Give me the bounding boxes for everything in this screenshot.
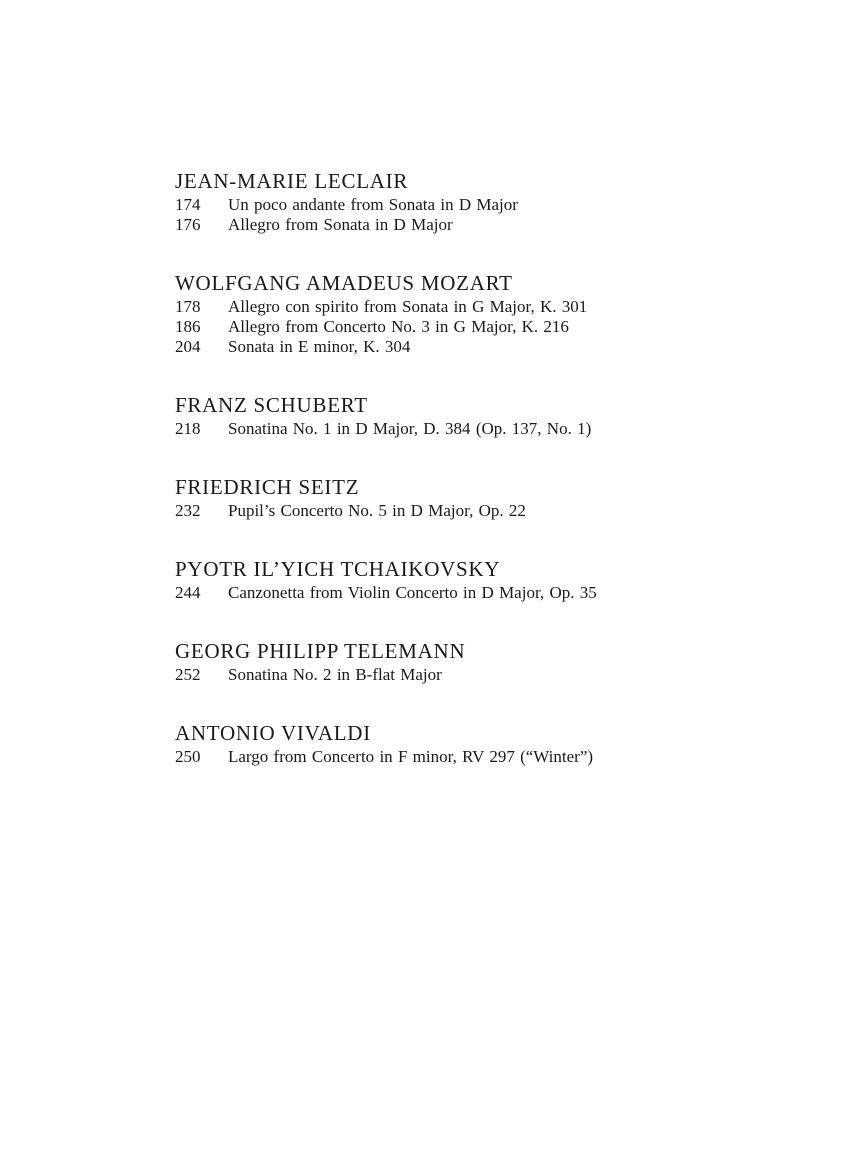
composer-heading: FRANZ SCHUBERT xyxy=(175,393,368,417)
entry-page-number: 186 xyxy=(175,317,201,336)
entry-title: Pupil’s Concerto No. 5 in D Major, Op. 22 xyxy=(228,501,526,520)
composer-heading: JEAN-MARIE LECLAIR xyxy=(175,169,409,193)
composer-heading: PYOTR IL’YICH TCHAIKOVSKY xyxy=(175,557,501,581)
entry-page-number: 176 xyxy=(175,215,201,234)
entry-title: Allegro from Sonata in D Major xyxy=(228,215,453,234)
entry-title: Canzonetta from Violin Concerto in D Major, Op. 35 xyxy=(228,583,597,602)
toc-entry xyxy=(175,501,784,521)
composer-section-vivaldi xyxy=(175,719,784,767)
composer-heading: GEORG PHILIPP TELEMANN xyxy=(175,639,466,663)
composer-section-mozart xyxy=(175,269,784,357)
entry-page-number: 174 xyxy=(175,195,201,214)
toc-entry xyxy=(175,215,784,235)
entry-page-number: 244 xyxy=(175,583,201,602)
entry-title: Sonatina No. 2 in B-flat Major xyxy=(228,665,442,684)
composer-section-seitz xyxy=(175,473,784,521)
composer-section-telemann xyxy=(175,637,784,685)
composer-section-leclair xyxy=(175,167,784,235)
entry-title: Allegro from Concerto No. 3 in G Major, K. 216 xyxy=(228,317,569,336)
composer-heading: ANTONIO VIVALDI xyxy=(175,721,371,745)
toc-entry xyxy=(175,583,784,603)
entry-title: Largo from Concerto in F minor, RV 297 (“Winter”) xyxy=(228,747,594,766)
toc-entry xyxy=(175,297,784,317)
composer-section-tchaikovsky xyxy=(175,555,784,603)
entry-title: Sonata in E minor, K. 304 xyxy=(228,337,411,356)
composer-section-schubert xyxy=(175,391,784,439)
entry-page-number: 250 xyxy=(175,747,201,766)
toc-entry xyxy=(175,195,784,215)
toc-entry xyxy=(175,419,784,439)
entry-title: Allegro con spirito from Sonata in G Major, K. 301 xyxy=(228,297,588,316)
entry-page-number: 178 xyxy=(175,297,201,316)
entry-title: Un poco andante from Sonata in D Major xyxy=(228,195,518,214)
entry-page-number: 218 xyxy=(175,419,201,438)
entry-page-number: 252 xyxy=(175,665,201,684)
entry-page-number: 204 xyxy=(175,337,201,356)
entry-page-number: 232 xyxy=(175,501,201,520)
composer-heading: WOLFGANG AMADEUS MOZART xyxy=(175,271,513,295)
toc-entry xyxy=(175,337,784,357)
entry-title: Sonatina No. 1 in D Major, D. 384 (Op. 137, No. 1) xyxy=(228,419,592,438)
composer-heading: FRIEDRICH SEITZ xyxy=(175,475,360,499)
toc-entry xyxy=(175,747,784,767)
toc-entry xyxy=(175,665,784,685)
toc-entry xyxy=(175,317,784,337)
